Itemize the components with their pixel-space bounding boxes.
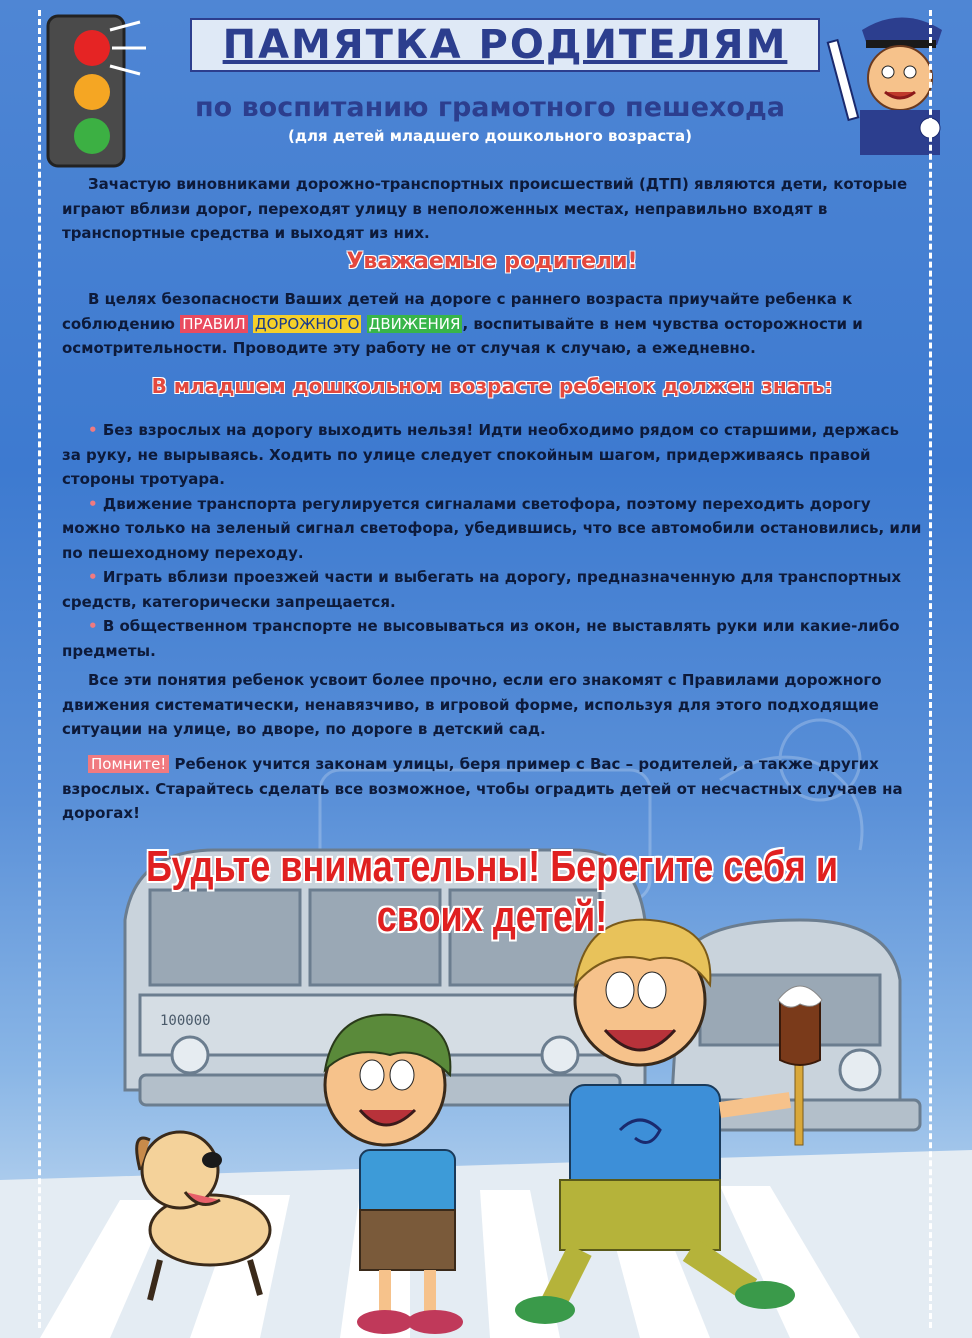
- audience-note: (для детей младшего дошкольного возраста): [288, 127, 692, 145]
- list-item: [62, 565, 922, 614]
- bullet-icon: •: [88, 421, 98, 439]
- slogan: Будьте внимательны! Берегите себя и своих детей!: [145, 842, 839, 941]
- list-item: [62, 614, 922, 663]
- must-know-heading: В младшем дошкольном возрасте ребенок должен знать:: [151, 374, 833, 398]
- intro-paragraph: [62, 172, 922, 246]
- remember-paragraph: [62, 752, 922, 826]
- bullet-list: [62, 418, 922, 663]
- greeting-heading: Уважаемые родители!: [346, 249, 638, 274]
- page-title: ПАМЯТКА РОДИТЕЛЯМ: [222, 22, 788, 68]
- bullet-text: Без взрослых на дорогу выходить нельзя! Идти необходимо рядом со старшими, держась за руку, не вырываясь. Ходить по улице следует спокойным шагом, придерживаясь правой стороны тротуара.: [62, 421, 899, 488]
- bullet-text: Движение транспорта регулируется сигналами светофора, поэтому переходить дорогу можно только на зеленый сигнал светофора, убедившись, что все автомобили остановились, или по пешеходному переходу.: [62, 494, 922, 562]
- bullet-icon: •: [88, 568, 98, 586]
- bus-plate: 100000: [160, 1013, 211, 1029]
- page-subtitle: по воспитанию грамотного пешехода: [194, 92, 786, 123]
- safety-text-after: , воспитывайте в нем чувства осторожности и осмотрительности. Проводите эту работу не от случая к случаю, а ежедневно.: [62, 314, 863, 357]
- bullet-icon: •: [88, 617, 98, 635]
- list-item: [62, 492, 922, 566]
- list-item: [62, 418, 922, 492]
- rule-word-road: ДОРОЖНОГО: [254, 314, 360, 333]
- bullet-text: В общественном транспорте не высовываться из окон, не выставлять руки или какие-либо предметы.: [62, 617, 900, 660]
- title-box: [190, 18, 820, 72]
- summary-text: Все эти понятия ребенок усвоит более прочно, если его знакомят с Правилами дорожного движения систематически, ненавязчиво, в игровой форме, используя для этого подходящие ситуации на улице, во дворе, по дороге в детский сад.: [62, 671, 882, 738]
- summary-paragraph: [62, 668, 922, 742]
- intro-text: Зачастую виновниками дорожно-транспортных происшествий (ДТП) являются дети, которые играют вблизи дорог, переходят улицу в неположенных местах, неправильно входят в транспортные средства и выходят из них.: [62, 175, 908, 242]
- rule-word-rules: ПРАВИЛ: [182, 314, 246, 333]
- remember-text: Ребенок учится законам улицы, беря пример с Вас – родителей, а также других взрослых. Старайтесь сделать все возможное, чтобы оградить детей от несчастных случаев на дорогах!: [62, 755, 903, 822]
- safety-text-before: В целях безопасности Ваших детей на дороге с раннего возраста приучайте ребенка к соблюдению: [62, 290, 853, 333]
- safety-paragraph: [62, 287, 922, 361]
- bullet-icon: •: [88, 494, 98, 513]
- rule-word-traffic: ДВИЖЕНИЯ: [368, 314, 461, 333]
- remember-label: Помните!: [88, 755, 169, 773]
- bullet-text: Играть вблизи проезжей части и выбегать на дорогу, предназначенную для транспортных средств, категорически запрещается.: [62, 568, 902, 611]
